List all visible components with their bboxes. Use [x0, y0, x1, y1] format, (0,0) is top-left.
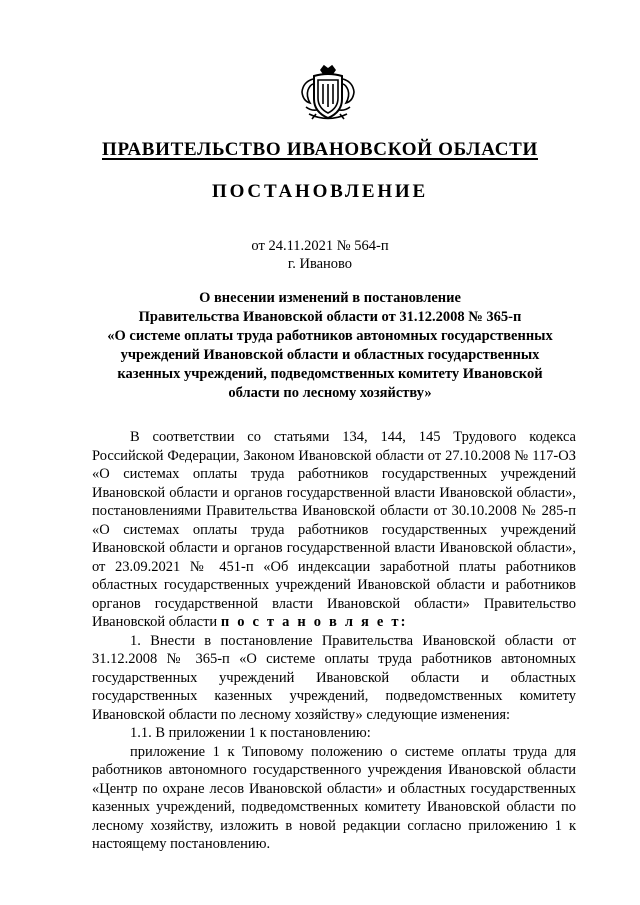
paragraph-1-1: 1.1. В приложении 1 к постановлению: [130, 725, 371, 741]
date-number: от 24.11.2021 № 564-п [251, 238, 389, 254]
document-heading [95, 289, 565, 403]
document-body [92, 428, 576, 854]
city: г. Иваново [287, 256, 353, 272]
document-type: ПОСТАНОВЛЕНИЕ [212, 181, 428, 202]
paragraph-appendix: приложение 1 к Типовому положению о системе оплаты труда для работников автономного государственного учреждения Ивановской области «Центр по охране лесов Ивановской области» и областных государственных казенных учреждений, подведомственных комитету Ивановской области по лесному хозяйству, изложить в новой редакции согласно приложению 1 к настоящему постановлению. [92, 743, 576, 852]
paragraph-preamble [92, 428, 576, 632]
heading-line-2: Правительства Ивановской области от 31.12.2008 № 365-п [138, 309, 522, 325]
paragraph-1: 1. Внести в постановление Правительства Ивановской области от 31.12.2008 № 365-п «О системе оплаты труда работников автономных государственных учреждений Ивановской области и областных государственных казенных учреждений, подведомственных комитету Ивановской области по лесному хозяйству» следующие изменения: [92, 632, 576, 723]
decree-word: п о с т а н о в л я е т: [220, 614, 408, 630]
heading-line-1: О внесении изменений в постановление [199, 290, 461, 306]
heading-line-3: «О системе оплаты труда работников автономных государственных учреждений Ивановской области и областных государственных казенных учреждений, подведомственных комитету Ивановской области по лесному хозяйству» [107, 328, 553, 401]
preamble-text: В соответствии со статьями 134, 144, 145 Трудового кодекса Российской Федерации, Законом Ивановской области от 27.10.2008 № 117-ОЗ «О системах оплаты труда работников государственных учреждений Ивановской области и органов государственной власти Ивановской области», постановлениями Правительства Ивановской области от 30.10.2008 № 285-п «О системах оплаты труда работников государственных учреждений Ивановской области и органов государственной власти Ивановской области», от 23.09.2021 № 451-п «Об индексации заработной платы работников областных государственных учреждений Ивановской области и работников органов государственной власти Ивановской области» Правительство Ивановской области [92, 429, 576, 630]
government-name: ПРАВИТЕЛЬСТВО ИВАНОВСКОЙ ОБЛАСТИ [102, 139, 538, 160]
coat-of-arms-icon [297, 63, 359, 125]
